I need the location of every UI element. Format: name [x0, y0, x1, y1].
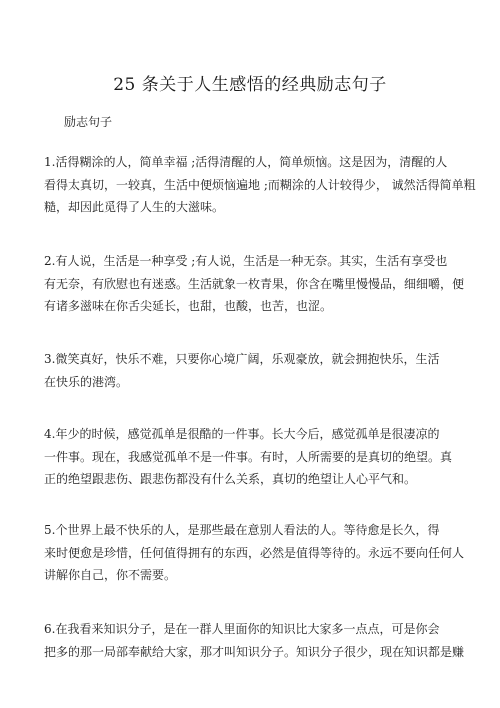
paragraph-6 [44, 618, 464, 663]
section-subtitle: 励志句子 [64, 115, 113, 129]
paragraph-line: 在快乐的港湾。 [44, 374, 129, 389]
paragraph-3 [44, 348, 464, 393]
paragraph-line: 2.有人说，生活是一种享受 ;有人说，生活是一种无奈。其实，生活有享受也 [44, 254, 448, 268]
paragraph-line: 6.在我看来知识分子，是在一群人里面你的知识比大家多一点点，可是你会 [44, 622, 440, 636]
paragraph-line: 有诸多滋味在你舌尖延长，也甜，也酸，也苦，也涩。 [44, 299, 333, 313]
paragraph-5 [44, 519, 464, 587]
paragraph-line: 1.活得糊涂的人，简单幸福 ;活得清醒的人，简单烦恼。这是因为，清醒的人 [44, 155, 448, 169]
paragraph-line: 把多的那一局部奉献给大家，那才叫知识分子。知识分子很少，现在知识都是赚 [44, 644, 465, 659]
paragraph-2 [44, 250, 464, 318]
paragraph-line: 讲解你自己，你不需要。 [44, 568, 177, 582]
page-title: 25 条关于人生感悟的经典励志句子 [113, 75, 387, 95]
paragraph-line: 3.微笑真好，快乐不难，只要你心境广阔，乐观豪放，就会拥抱快乐，生活 [44, 352, 440, 366]
paragraph-line: 有无奈，有欣慰也有迷惑。生活就象一枚青果，你含在嘴里慢慢品，细细嚼，便 [44, 276, 465, 291]
paragraph-line: 糙，却因此觅得了人生的大滋味。 [44, 200, 225, 214]
paragraph-line: 4.年少的时候，感觉孤单是很酷的一件事。长大今后，感觉孤单是很凄凉的 [44, 427, 440, 441]
paragraph-line: 5.个世界上最不快乐的人，是那些最在意别人看法的人。等待愈是长久，得 [44, 523, 440, 537]
paragraph-line: 看得太真切，一较真，生活中便烦恼遍地 ;而糊涂的人计较得少， 诚然活得简单粗 [44, 177, 476, 192]
paragraph-1 [44, 151, 476, 219]
paragraph-line: 来时便愈是珍惜，任何值得拥有的东西，必然是值得等待的。永远不要向任何人 [44, 545, 465, 560]
paragraph-4 [44, 423, 464, 491]
paragraph-line: 一件事。现在，我感觉孤单不是一件事。有时，人所需要的是真切的绝望。真 [44, 449, 453, 464]
paragraph-line: 正的绝望跟悲伤、跟悲伤都没有什么关系，真切的绝望让人心平气和。 [44, 472, 417, 486]
